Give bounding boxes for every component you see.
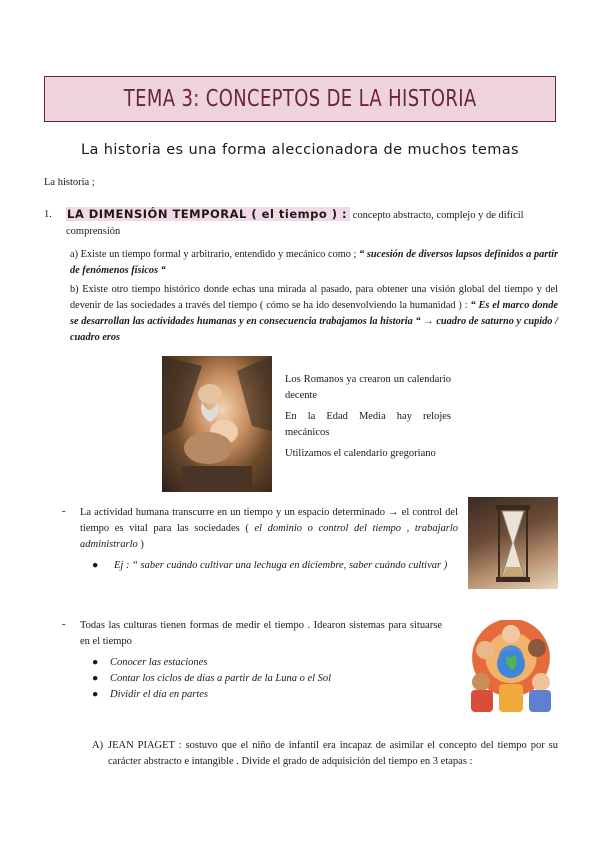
piaget-text: JEAN PIAGET : sostuvo que el niño de infantil era incapaz de asimilar el concepto del tiempo por su carácter abstracto e intangible . Divide el grado de adquisición del tiempo en 3 etapas : — [108, 740, 558, 767]
paragraph-b — [70, 282, 558, 346]
time-control-text: La actividad humana transcurre en un tiempo y un espacio determinado → el control del tiempo es vital para las sociedades ( — [80, 507, 458, 534]
time-control-paragraph — [80, 505, 458, 553]
example-text: Ej : “ saber cuándo cultivar una lechuga en diciembre, saber cuándo cultivar ) — [114, 560, 448, 571]
example-line — [92, 558, 456, 574]
bullet-dot: ● — [92, 560, 99, 571]
list-item — [92, 655, 331, 671]
paragraph-b-text: b) Existe otro tiempo histórico donde echas una mirada al pasado, para obtener una visión global del tiempo y del devenir de las sociedades a través del tiempo ( cómo se ha ido desenvolviendo la humanidad ) : — [70, 284, 558, 311]
time-control-italic: el dominio o control del tiempo , trabajarlo administrarlo — [80, 523, 459, 550]
paragraph-a — [70, 247, 558, 279]
system-item-text: Conocer las estaciones — [110, 657, 208, 668]
cultures-paragraph: Todas las culturas tienen formas de medir el tiempo . Idearon sistemas para situarse en el tiempo — [80, 620, 442, 647]
dash-marker: - — [62, 618, 66, 630]
hourglass-image — [468, 497, 558, 589]
section-number: 1. — [44, 209, 52, 220]
saturn-cupid-painting-image — [162, 356, 272, 492]
time-control-close: ) — [140, 539, 144, 550]
systems-list — [92, 655, 331, 703]
paragraph-a-text: a) Existe un tiempo formal y arbitrario, entendido y mecánico como ; — [70, 249, 357, 260]
subtitle: La historia es una forma aleccionadora de muchos temas — [81, 142, 519, 158]
history-facts — [285, 372, 451, 468]
intro-text: La historia ; — [44, 177, 95, 188]
paragraph-a-quote: “ sucesión de diversos lapsos definidos a partir de fenómenos físicos “ — [70, 249, 558, 276]
fact-item: En la Edad Media hay relojes mecánicos — [285, 411, 451, 438]
world-children-image — [463, 620, 559, 714]
hourglass-icon — [468, 497, 558, 589]
title-banner — [44, 76, 556, 122]
dash-marker: - — [62, 505, 66, 517]
piaget-paragraph — [92, 738, 558, 770]
fact-item: Los Romanos ya crearon un calendario decente — [285, 374, 451, 401]
list-item — [92, 687, 331, 703]
piaget-label: A) — [92, 740, 104, 751]
paragraph-b-tail: → cuadro de saturno y cupido / cuadro eros — [70, 316, 558, 343]
fact-item: Utilizamos el calendario gregoriano — [285, 448, 436, 459]
bullet-dot: ● — [92, 689, 99, 700]
system-item-text: Contar los ciclos de días a partir de la Luna o el Sol — [110, 673, 332, 684]
paragraph-b-quote: “ Es el marco donde se desarrollan las actividades humanas y en consecuencia trabajamos la historia “ — [70, 300, 559, 327]
section-heading-rest: concepto abstracto, complejo y de difícil comprensión — [66, 210, 524, 237]
bullet-dot: ● — [92, 673, 99, 684]
system-item-text: Dividir el día en partes — [110, 689, 208, 700]
section-1 — [44, 206, 558, 240]
painting-icon — [162, 356, 272, 492]
list-item — [92, 671, 331, 687]
page-title: TEMA 3: CONCEPTOS DE LA HISTORIA — [123, 86, 477, 112]
children-globe-icon — [463, 620, 559, 714]
section-heading: LA DIMENSIÓN TEMPORAL ( el tiempo ) : — [66, 207, 350, 221]
bullet-dot: ● — [92, 657, 99, 668]
